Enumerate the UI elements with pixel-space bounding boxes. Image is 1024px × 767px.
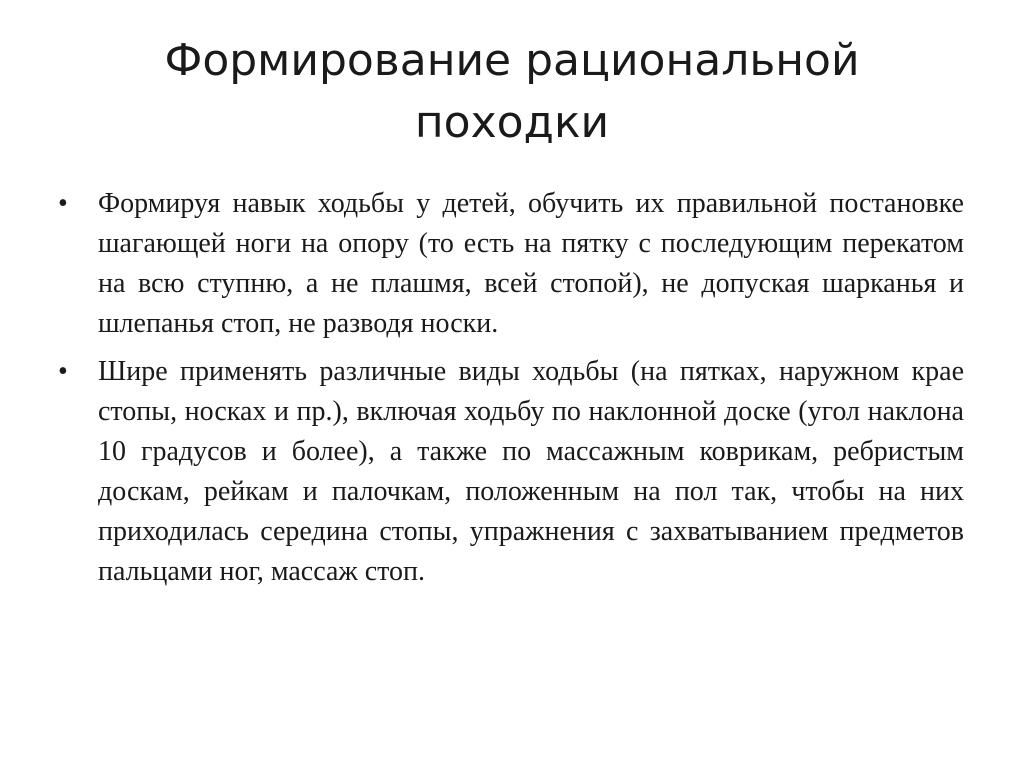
bullet-dot-icon: • xyxy=(58,356,68,387)
slide-title-line-1: Формирование рациональной xyxy=(164,35,860,86)
bullet-text-2: Шире применять различные виды ходьбы (на пятках, наружном крае стопы, носках и пр.), включая ходьбу по наклонной доске (угол наклона 10 градусов и более), а также по массажным коврикам, ребристым доскам, рейкам и палочкам, положенным на пол так, чтобы на них приходилась середина стопы, упражнения с захватыванием предметов пальцами ног, массаж стоп. xyxy=(98,356,964,587)
bullet-text-1: Формируя навык ходьбы у детей, обучить их правильной постановке шагающей ноги на опору (то есть на пятку с последующим перекатом на всю ступню, а не плашмя, всей стопой), не допуская шарканья и шлепанья стоп, не разводя носки. xyxy=(98,188,964,339)
bullet-dot-icon: • xyxy=(58,188,68,219)
bullet-item-1 xyxy=(58,184,964,344)
slide-title xyxy=(60,30,964,154)
slide-title-line-2: походки xyxy=(414,97,610,148)
bullet-item-2 xyxy=(58,352,964,592)
bullet-list xyxy=(58,184,964,600)
